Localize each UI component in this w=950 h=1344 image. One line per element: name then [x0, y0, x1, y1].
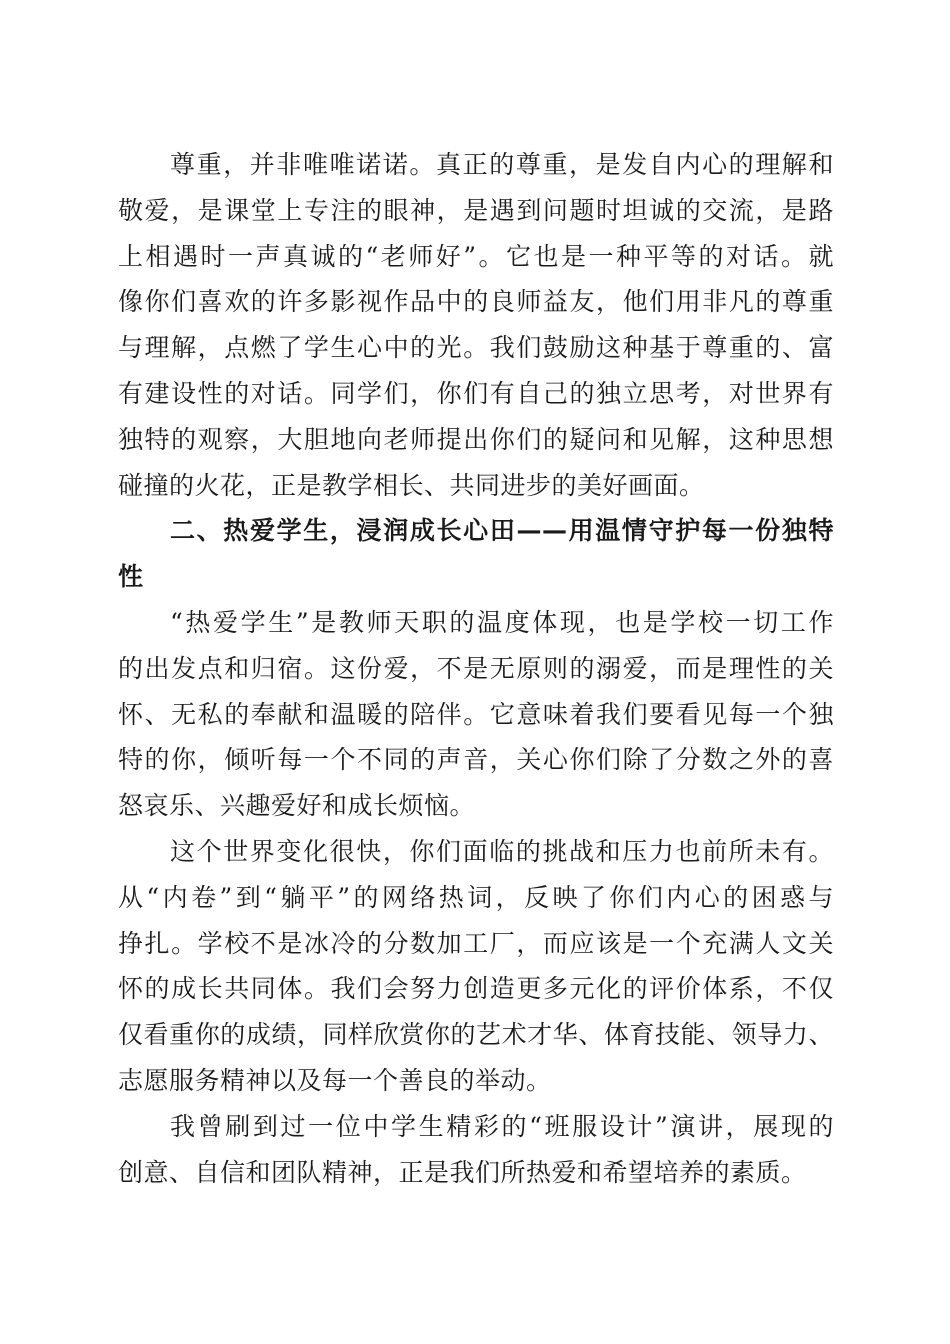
paragraph-line: 志愿服务精神以及每一个善良的举动。	[118, 1065, 552, 1095]
paragraph-line: 特的你，倾听每一个不同的声音，关心你们除了分数之外的喜	[118, 745, 834, 775]
paragraph-line: 从“内卷”到“躺平”的网络热词，反映了你们内心的困惑与	[118, 882, 834, 912]
section-heading: 性	[118, 562, 144, 592]
paragraph-line: 我曾刷到过一位中学生精彩的“班服设计”演讲，展现的	[170, 1111, 834, 1141]
paragraph-line: 的出发点和归宿。这份爱，不是无原则的溺爱，而是理性的关	[118, 653, 834, 683]
paragraph-line: 仅看重你的成绩，同样欣赏你的艺术才华、体育技能、领导力、	[118, 1020, 834, 1050]
section-heading: 二、热爱学生，浸润成长心田——用温情守护每一份独特	[170, 516, 834, 546]
paragraph-line: 怀的成长共同体。我们会努力创造更多元化的评价体系，不仅	[118, 974, 834, 1004]
paragraph-line: 敬爱，是课堂上专注的眼神，是遇到问题时坦诚的交流，是路	[118, 195, 834, 225]
paragraph-line: 有建设性的对话。同学们，你们有自己的独立思考，对世界有	[118, 378, 834, 408]
paragraph-line: “热爱学生”是教师天职的温度体现，也是学校一切工作	[170, 607, 834, 637]
paragraph-line: 与理解，点燃了学生心中的光。我们鼓励这种基于尊重的、富	[118, 333, 834, 363]
paragraph-line: 独特的观察，大胆地向老师提出你们的疑问和见解，这种思想	[118, 424, 834, 454]
paragraph-line: 挣扎。学校不是冰冷的分数加工厂，而应该是一个充满人文关	[118, 928, 834, 958]
document-body	[118, 142, 834, 1195]
paragraph-line: 这个世界变化很快，你们面临的挑战和压力也前所未有。	[170, 836, 834, 866]
paragraph-line: 上相遇时一声真诚的“老师好”。它也是一种平等的对话。就	[118, 241, 834, 271]
paragraph-line: 碰撞的火花，正是教学相长、共同进步的美好画面。	[118, 470, 705, 500]
paragraph-line: 尊重，并非唯唯诺诺。真正的尊重，是发自内心的理解和	[170, 150, 834, 179]
paragraph-line: 怀、无私的奉献和温暖的陪伴。它意味着我们要看见每一个独	[118, 699, 834, 729]
paragraph-line: 创意、自信和团队精神，正是我们所热爱和希望培养的素质。	[118, 1157, 807, 1187]
paragraph-line: 怒哀乐、兴趣爱好和成长烦恼。	[118, 791, 476, 821]
paragraph-line: 像你们喜欢的许多影视作品中的良师益友，他们用非凡的尊重	[118, 287, 834, 317]
